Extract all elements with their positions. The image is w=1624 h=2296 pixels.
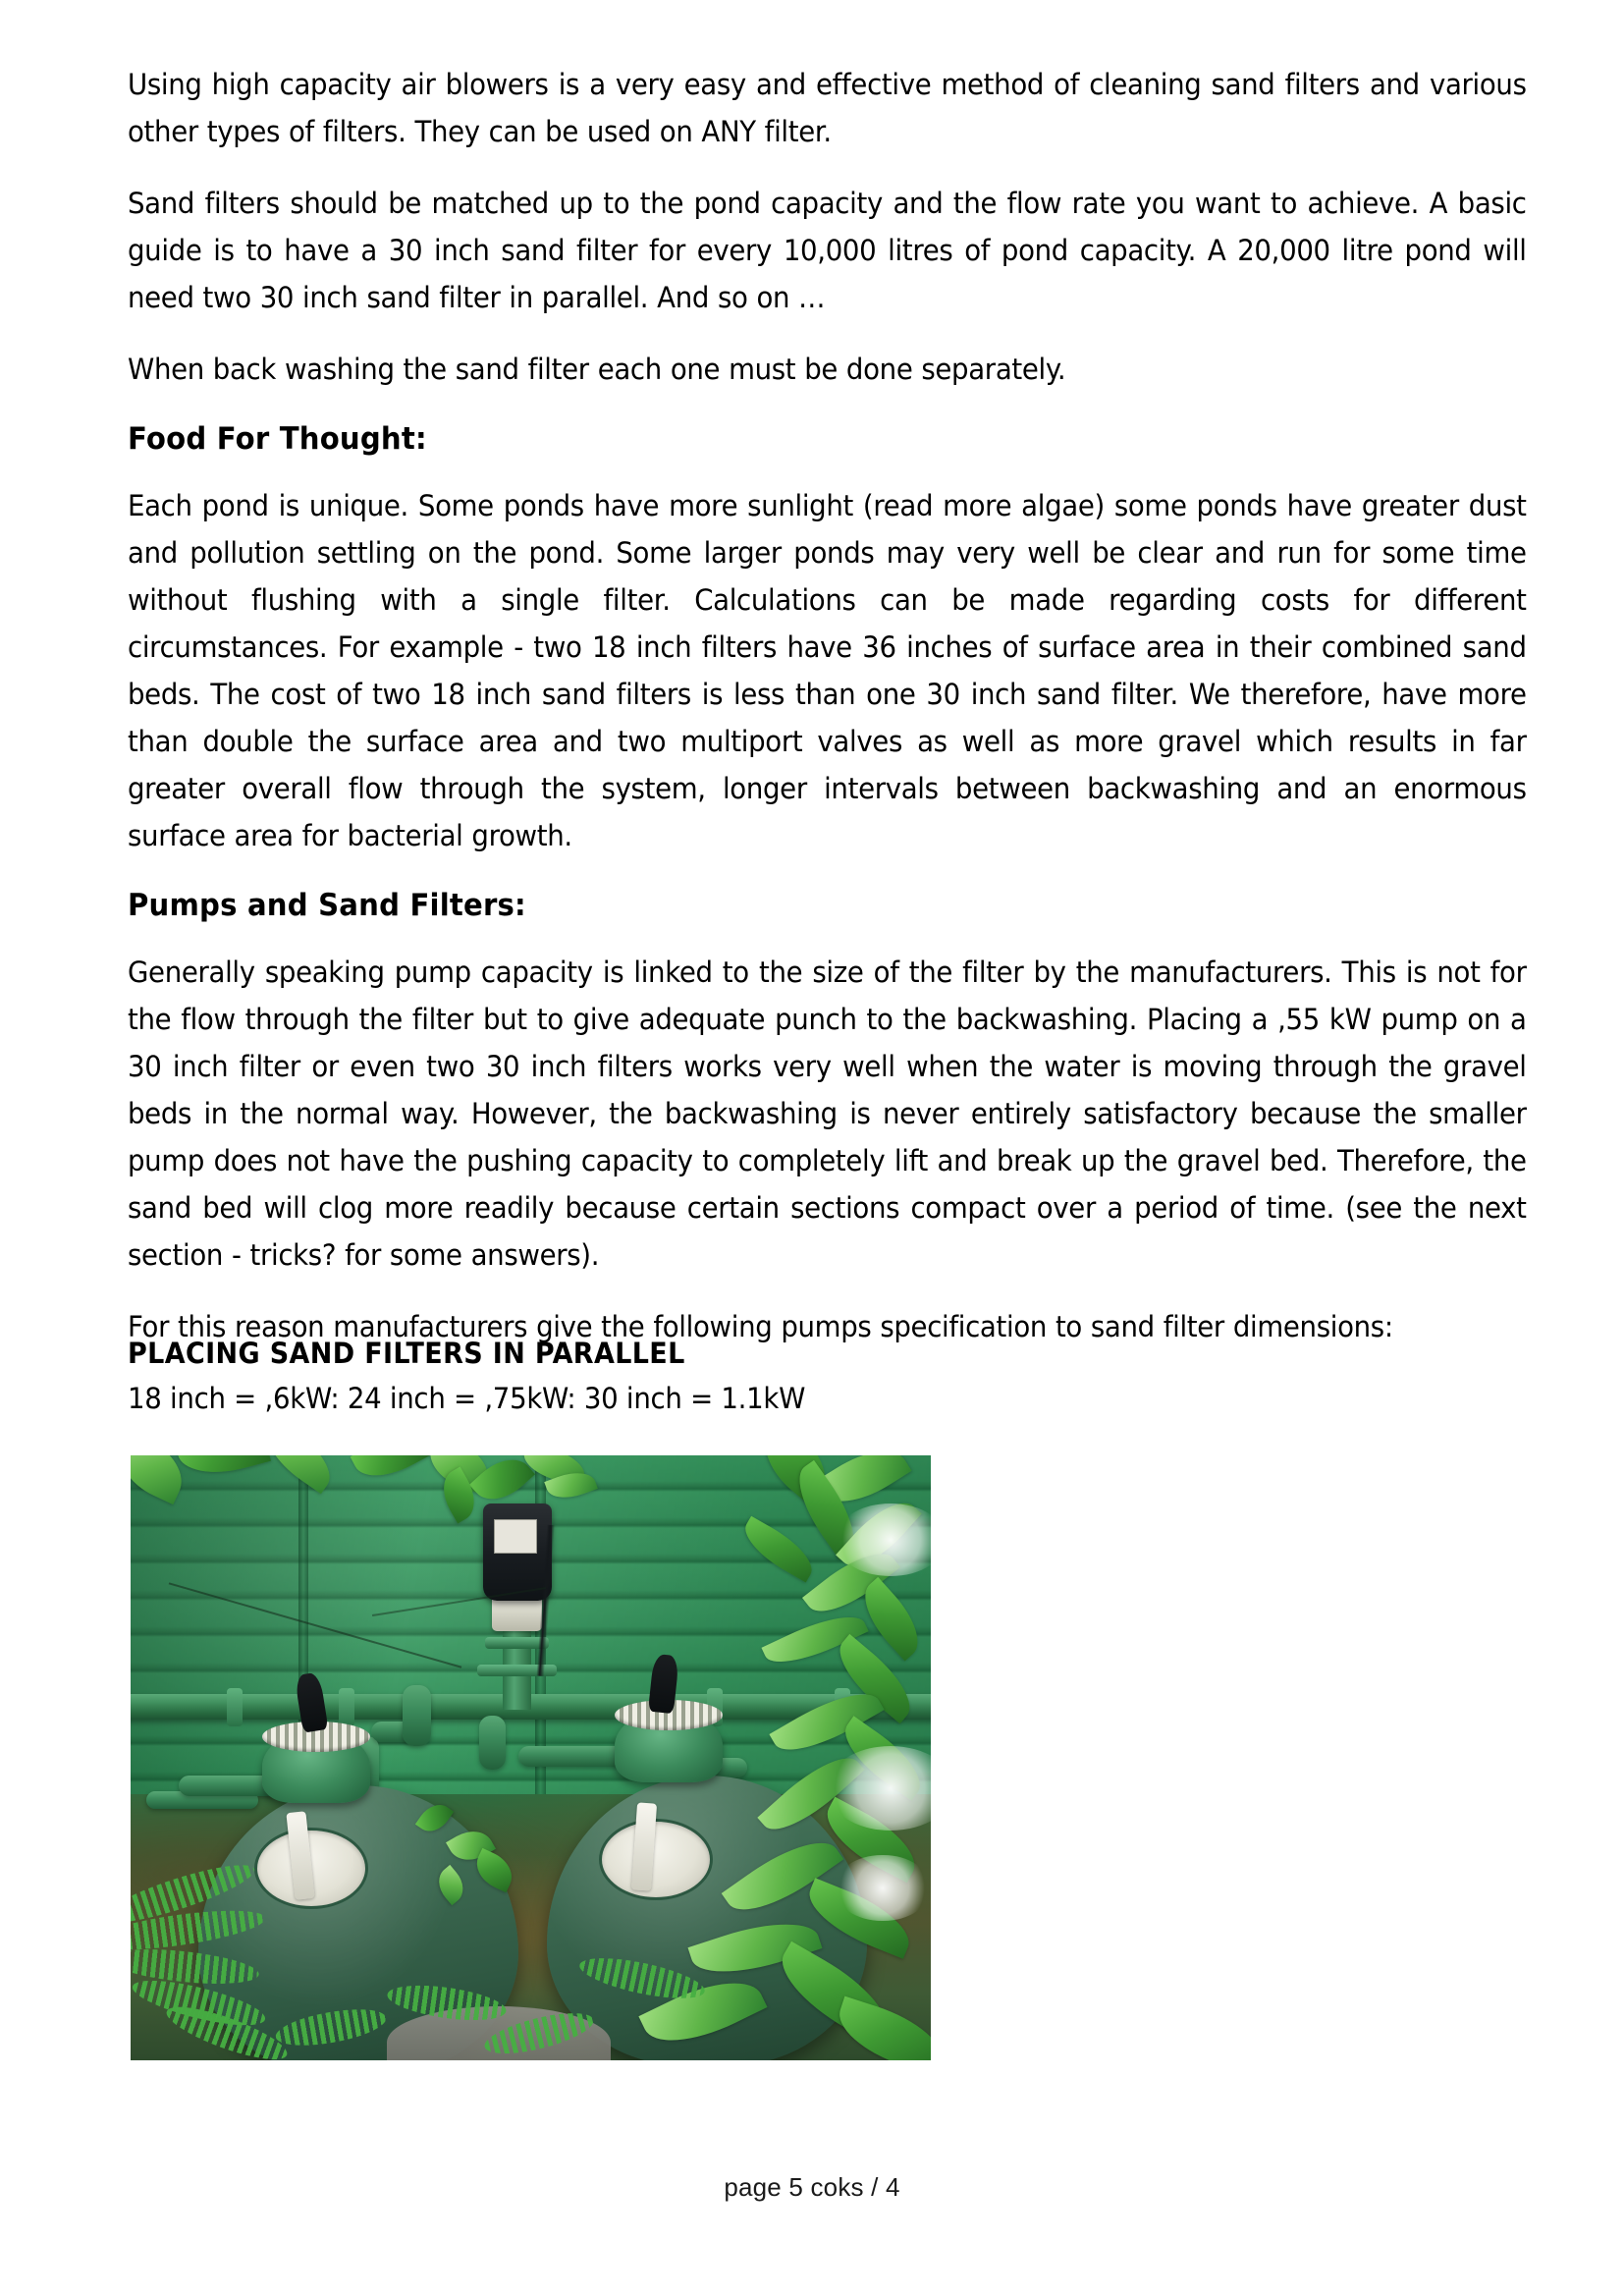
pump-nameplate-label: [494, 1519, 537, 1554]
tank-lid-right: [599, 1819, 713, 1900]
paragraph-intro: Using high capacity air blowers is a very easy and effective method of cleaning sand filters and various other types of filters. They can be used on ANY filter.: [128, 68, 1527, 148]
branch-pipe: [403, 1685, 431, 1746]
paragraph-pumps-body: Generally speaking pump capacity is linked to the size of the filter by the manufacturers. This is not for the flow through the filter but to give adequate punch to the backwashing. Placing a ,55 kW pump on a 30 inch filter or even two 30 inch filters works very well when the water is moving through the gravel beds in the normal way. However, the backwashing is never entirely satisfactory because the smaller pump does not have the pushing capacity to completely lift and break up the gravel bed. Therefore, the sand bed will clog more readily because certain sections compact over a period of time. (see the next section - tricks? for some answers).: [128, 956, 1527, 1272]
paragraph-backwash-note: When back washing the sand filter each one must be done separately.: [128, 353, 1066, 386]
page-footer: page 5 coks / 4: [724, 2172, 900, 2202]
sand-filters-parallel-photo: [131, 1455, 931, 2060]
pump-specification-line: 18 inch = ,6kW: 24 inch = ,75kW: 30 inch = 1.1kW: [128, 1382, 806, 1415]
pipe-coupler: [339, 1688, 354, 1726]
paragraph-food-for-thought-body: Each pond is unique. Some ponds have more sunlight (read more algae) some ponds have greater dust and pollution settling on the pond. Some larger ponds may very well be clear and run for some time without flushing with a single filter. Calculations can be made regarding costs for different circumstances. For example - two 18 inch filters have 36 inches of surface area in their combined sand beds. The cost of two 18 inch sand filters is less than one 30 inch sand filter. We therefore, have more than double the surface area and two multiport valves as well as more gravel which results in far greater overall flow through the system, longer intervals between backwashing and an enormous surface area for bacterial growth.: [128, 489, 1527, 852]
photo-canvas: [131, 1455, 931, 2060]
heading-food-for-thought-text: Food For Thought:: [128, 421, 427, 457]
heading-placing-sand-filters-text: PLACING SAND FILTERS IN PARALLEL: [128, 1337, 685, 1370]
heading-pumps-and-sand-filters: [128, 884, 1526, 927]
document-body: [128, 61, 1526, 1447]
heading-food-for-thought: [128, 417, 1526, 461]
white-flower-cluster: [835, 1855, 931, 1922]
paragraph-matching: Sand filters should be matched up to the pond capacity and the flow rate you want to achieve. A basic guide is to have a 30 inch sand filter for every 10,000 litres of pond capacity. A 20,000 litre pond will need two 30 inch sand filter in parallel. And so on …: [128, 187, 1527, 314]
paragraph-spec-intro: For this reason manufacturers give the following pumps specification to sand filter dimensions:: [128, 1310, 1393, 1343]
heading-pumps-and-sand-filters-text: Pumps and Sand Filters:: [128, 888, 526, 923]
heading-placing-sand-filters-block: [128, 1334, 727, 1373]
pipe-band: [477, 1665, 558, 1676]
branch-pipe: [479, 1716, 507, 1770]
pipe-coupler: [227, 1688, 243, 1726]
heading-placing-sand-filters-in-parallel: [128, 1334, 727, 1373]
